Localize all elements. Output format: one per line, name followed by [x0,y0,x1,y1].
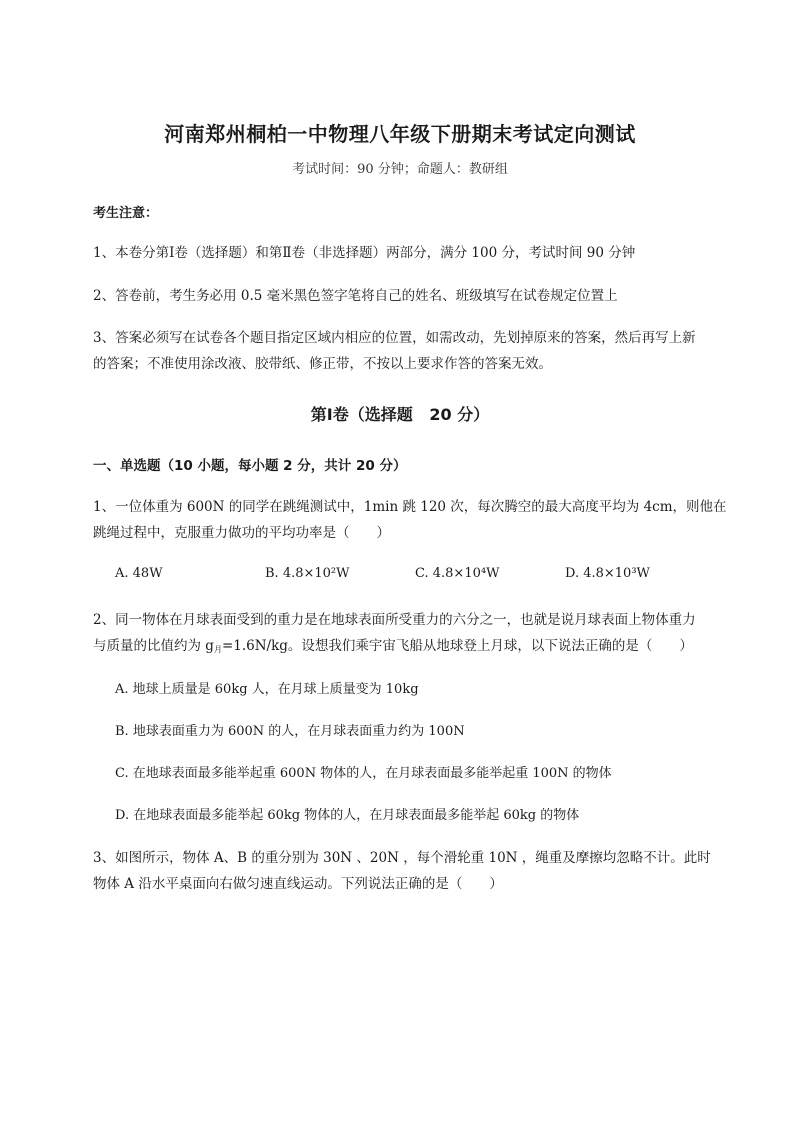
q2-option-d[interactable]: D. 在地球表面最多能举起 60kg 物体的人，在月球表面最多能举起 60kg 的物体 [115,808,580,823]
notice-item-2: 2、答卷前，考生务必用 0.5 毫米黑色签字笔将自己的姓名、班级填写在试卷规定位置上 [93,288,618,304]
q2-subscript: 月 [213,645,222,654]
q2-line-2-pre: 与质量的比值约为 g [93,638,214,654]
q2-option-b[interactable]: B. 地球表面重力为 600N 的人，在月球表面重力约为 100N [115,724,465,739]
q1-option-d[interactable]: D. 4.8×10³W [565,566,650,581]
exam-subtitle: 考试时间：90 分钟；命题人：教研组 [292,162,508,177]
q2-line-1: 2、同一物体在月球表面受到的重力是在地球表面所受重力的六分之一，也就是说月球表面上物体重力 [93,612,696,628]
q3-line-1: 3、如图所示，物体 A、B 的重分别为 30N 、20N ，每个滑轮重 10N ，绳重及摩擦均忽略不计。此时 [93,850,711,866]
q2-option-c[interactable]: C. 在地球表面最多能举起重 600N 物体的人，在月球表面最多能举起重 100N 的物体 [115,766,612,781]
q1-line-1: 1、一位体重为 600N 的同学在跳绳测试中，1min 跳 120 次，每次腾空的最大高度平均为 4cm，则他在 [93,499,727,515]
q1-options [115,566,715,581]
section-title: 第Ⅰ卷（选择题 20 分） [310,405,490,424]
q1-option-b[interactable]: B. 4.8×10²W [265,566,350,581]
q2-line-2-post: =1.6N/kg。设想我们乘宇宙飞船从地球登上月球，以下说法正确的是（ ） [221,638,693,654]
notice-item-1: 1、本卷分第Ⅰ卷（选择题）和第Ⅱ卷（非选择题）两部分，满分 100 分，考试时间 90 分钟 [93,245,636,261]
part-heading: 一、单选题（10 小题，每小题 2 分，共计 20 分） [93,458,407,474]
q1-option-a[interactable]: A. 48W [115,566,163,581]
q2-option-a[interactable]: A. 地球上质量是 60kg 人，在月球上质量变为 10kg [115,682,419,697]
q1-line-2: 跳绳过程中，克服重力做功的平均功率是（ ） [93,525,390,541]
exam-title: 河南郑州桐柏一中物理八年级下册期末考试定向测试 [164,122,636,146]
q2-line-2 [93,633,713,663]
notice-item-3-cont: 的答案；不准使用涂改液、胶带纸、修正带，不按以上要求作答的答案无效。 [93,356,552,372]
q3-line-2: 物体 A 沿水平桌面向右做匀速直线运动。下列说法正确的是（ ） [93,876,503,892]
q1-option-c[interactable]: C. 4.8×10⁴W [415,566,500,581]
notice-item-3: 3、答案必须写在试卷各个题目指定区域内相应的位置，如需改动，先划掉原来的答案，然后再写上新 [93,330,696,346]
notice-heading: 考生注意： [93,206,159,221]
